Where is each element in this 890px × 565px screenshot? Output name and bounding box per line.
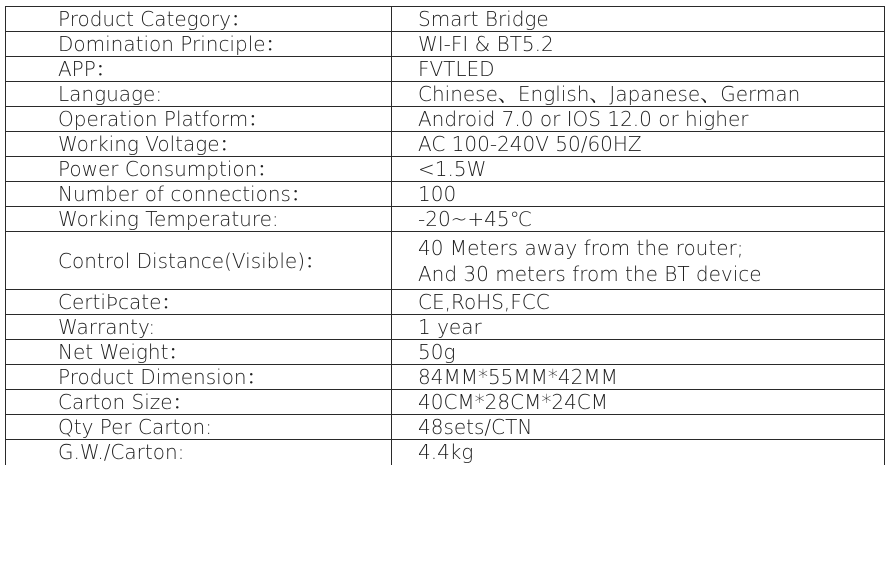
row-value: 1 year	[392, 315, 885, 340]
row-value: <1.5W	[392, 157, 885, 182]
table-row	[6, 32, 885, 57]
row-value: 4.4kg	[392, 440, 885, 465]
table-row	[6, 207, 885, 232]
row-value: WI-FI & BT5.2	[392, 32, 885, 57]
table-row	[6, 315, 885, 340]
table-row	[6, 390, 885, 415]
table-row	[6, 157, 885, 182]
row-label: Warranty:	[6, 315, 392, 340]
row-value: Chinese、English、Japanese、German	[392, 82, 885, 107]
table-row	[6, 440, 885, 465]
row-label: Working Temperature:	[6, 207, 392, 232]
row-label: Product Dimension：	[6, 365, 392, 390]
table-row	[6, 182, 885, 207]
value-line: 40 Meters away from the router;	[418, 235, 744, 260]
spec-table	[5, 6, 885, 465]
row-label: Product Category：	[6, 7, 392, 32]
row-value: 84MM*55MM*42MM	[392, 365, 885, 390]
table-row	[6, 7, 885, 32]
table-row	[6, 57, 885, 82]
row-value: Smart Bridge	[392, 7, 885, 32]
row-value: 48sets/CTN	[392, 415, 885, 440]
row-value: CE,RoHS,FCC	[392, 290, 885, 315]
table-row	[6, 415, 885, 440]
row-label: Qty Per Carton:	[6, 415, 392, 440]
row-label: CertiÞcate：	[6, 290, 392, 315]
value-line: And 30 meters from the BT device	[418, 261, 762, 286]
row-label: Net Weight：	[6, 340, 392, 365]
row-value: -20~+45℃	[392, 207, 885, 232]
table-row	[6, 232, 885, 290]
row-label: Domination Principle：	[6, 32, 392, 57]
table-row	[6, 340, 885, 365]
row-label: Control Distance(Visible)：	[6, 232, 392, 290]
row-label: G.W./Carton:	[6, 440, 392, 465]
row-value	[392, 232, 885, 290]
row-value: AC 100-240V 50/60HZ	[392, 132, 885, 157]
table-row	[6, 132, 885, 157]
table-row	[6, 82, 885, 107]
row-label: Carton Size：	[6, 390, 392, 415]
row-value: FVTLED	[392, 57, 885, 82]
row-label: Number of connections：	[6, 182, 392, 207]
table-row	[6, 290, 885, 315]
row-label: Power Consumption：	[6, 157, 392, 182]
row-label: Working Voltage：	[6, 132, 392, 157]
table-row	[6, 107, 885, 132]
table-row	[6, 365, 885, 390]
row-label: Language:	[6, 82, 392, 107]
row-value: 40CM*28CM*24CM	[392, 390, 885, 415]
row-label: APP：	[6, 57, 392, 82]
row-value: 50g	[392, 340, 885, 365]
row-label: Operation Platform：	[6, 107, 392, 132]
row-value: 100	[392, 182, 885, 207]
row-value: Android 7.0 or IOS 12.0 or higher	[392, 107, 885, 132]
